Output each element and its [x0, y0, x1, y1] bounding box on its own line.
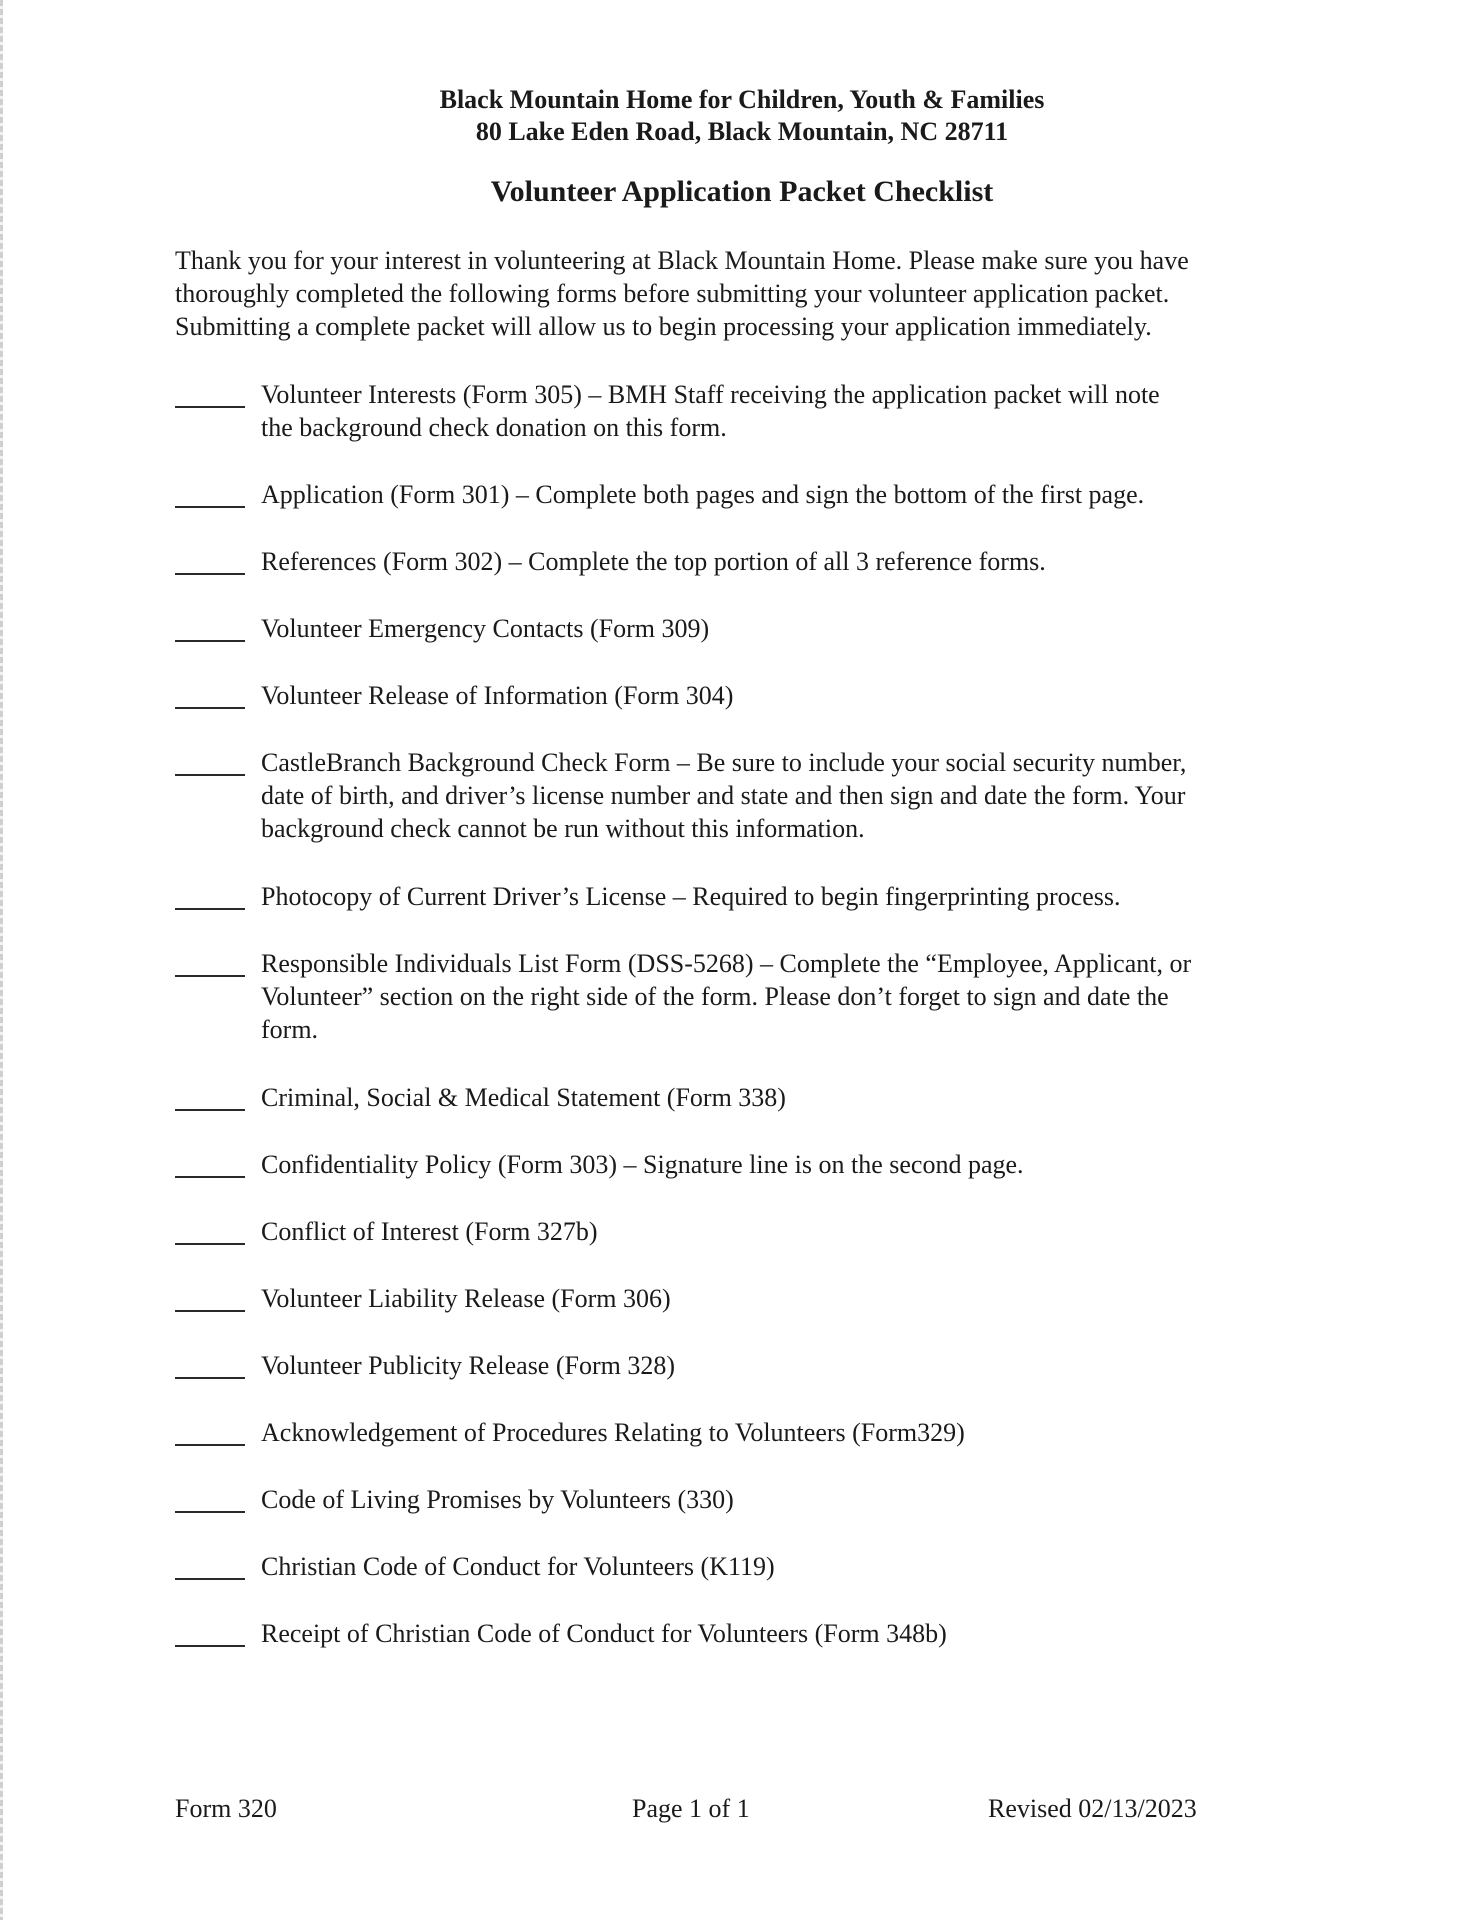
- checklist-item-text: [261, 1550, 1325, 1583]
- checklist-item-text: [261, 1483, 1325, 1516]
- checklist-item-text: [261, 947, 1325, 1046]
- item-line: background check cannot be run without this information.: [261, 814, 865, 843]
- checklist-item-text: [261, 679, 1325, 712]
- check-blank[interactable]: [175, 1377, 245, 1379]
- check-blank[interactable]: [175, 1444, 245, 1446]
- item-line: Volunteer” section on the right side of the form. Please don’t forget to sign and date the: [261, 982, 1169, 1011]
- item-line: Application (Form 301) – Complete both pages and sign the bottom of the first page.: [261, 480, 1145, 509]
- check-blank[interactable]: [175, 908, 245, 910]
- document-title: Volunteer Application Packet Checklist: [490, 175, 994, 208]
- check-blank[interactable]: [175, 774, 245, 776]
- check-blank[interactable]: [175, 1310, 245, 1312]
- check-blank[interactable]: [175, 1511, 245, 1513]
- item-line: form.: [261, 1015, 319, 1044]
- checklist-item-text: [261, 1349, 1325, 1382]
- checklist-item-text: [261, 1416, 1325, 1449]
- item-line: Photocopy of Current Driver’s License – Required to begin fingerprinting process.: [261, 882, 1121, 911]
- checklist-item-text: [261, 478, 1325, 511]
- item-line: Volunteer Liability Release (Form 306): [261, 1284, 671, 1313]
- footer-form-number: Form 320: [175, 1794, 277, 1823]
- organization-name: Black Mountain Home for Children, Youth & Families: [439, 85, 1045, 114]
- check-blank[interactable]: [175, 707, 245, 709]
- intro-line: Thank you for your interest in volunteering at Black Mountain Home. Please make sure you have: [175, 246, 1189, 275]
- checklist-item-text: [261, 1215, 1325, 1248]
- check-blank[interactable]: [175, 975, 245, 977]
- check-blank[interactable]: [175, 1578, 245, 1580]
- item-line: Code of Living Promises by Volunteers (330): [261, 1485, 734, 1514]
- checklist-item-text: [261, 378, 1325, 444]
- intro-line: thoroughly completed the following forms before submitting your volunteer application packet.: [175, 279, 1170, 308]
- footer-revised-date: Revised 02/13/2023: [988, 1794, 1197, 1823]
- item-line: Volunteer Publicity Release (Form 328): [261, 1351, 676, 1380]
- checklist-item-text: [261, 545, 1325, 578]
- check-blank[interactable]: [175, 573, 245, 575]
- organization-address: 80 Lake Eden Road, Black Mountain, NC 28711: [475, 117, 1009, 146]
- checklist-item-text: [261, 1617, 1325, 1650]
- item-line: Confidentiality Policy (Form 303) – Signature line is on the second page.: [261, 1150, 1024, 1179]
- checklist-item-text: [261, 1282, 1325, 1315]
- checklist-item-text: [261, 746, 1325, 845]
- check-blank[interactable]: [175, 406, 245, 408]
- item-line: Responsible Individuals List Form (DSS-5268) – Complete the “Employee, Applicant, or: [261, 949, 1192, 978]
- check-blank[interactable]: [175, 1645, 245, 1647]
- item-line: Volunteer Emergency Contacts (Form 309): [261, 614, 710, 643]
- item-line: Receipt of Christian Code of Conduct for Volunteers (Form 348b): [261, 1619, 947, 1648]
- check-blank[interactable]: [175, 506, 245, 508]
- footer-page-number: Page 1 of 1: [632, 1794, 750, 1823]
- check-blank[interactable]: [175, 1243, 245, 1245]
- item-line: CastleBranch Background Check Form – Be sure to include your social security number,: [261, 748, 1187, 777]
- item-line: Volunteer Release of Information (Form 304): [261, 681, 734, 710]
- item-line: Volunteer Interests (Form 305) – BMH Staff receiving the application packet will note: [261, 380, 1160, 409]
- item-line: Criminal, Social & Medical Statement (Form 338): [261, 1083, 786, 1112]
- check-blank[interactable]: [175, 1109, 245, 1111]
- item-line: the background check donation on this form.: [261, 413, 727, 442]
- check-blank[interactable]: [175, 1176, 245, 1178]
- item-line: Acknowledgement of Procedures Relating to Volunteers (Form329): [261, 1418, 965, 1447]
- check-blank[interactable]: [175, 640, 245, 642]
- checklist-item-text: [261, 1148, 1325, 1181]
- item-line: References (Form 302) – Complete the top portion of all 3 reference forms.: [261, 547, 1046, 576]
- checklist-item-text: [261, 880, 1325, 913]
- item-line: Christian Code of Conduct for Volunteers (K119): [261, 1552, 775, 1581]
- item-line: Conflict of Interest (Form 327b): [261, 1217, 598, 1246]
- checklist-item-text: [261, 1081, 1325, 1114]
- item-line: date of birth, and driver’s license number and state and then sign and date the form. Your: [261, 781, 1186, 810]
- checklist-item-text: [261, 612, 1325, 645]
- intro-line: Submitting a complete packet will allow us to begin processing your application immediately.: [175, 312, 1152, 341]
